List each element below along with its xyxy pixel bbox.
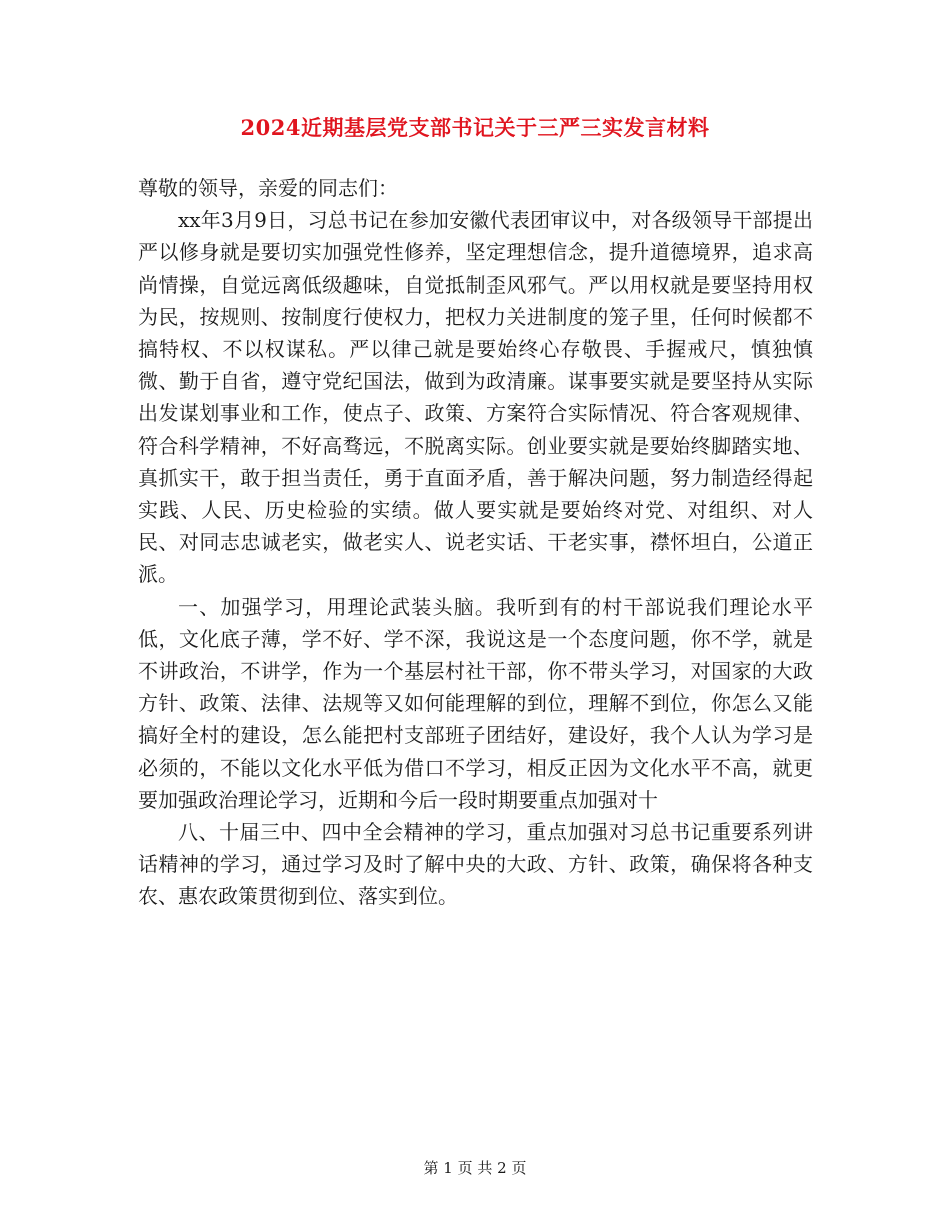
- paragraph: xx年3月9日，习总书记在参加安徽代表团审议中，对各级领导干部提出严以修身就是要切实加强党性修养，坚定理想信念，提升道德境界，追求高尚情操，自觉远离低级趣味，自觉抵制歪风邪气。严以用权就是要坚持用权为民，按规则、按制度行使权力，把权力关进制度的笼子里，任何时候都不搞特权、不以权谋私。严以律己就是要始终心存敬畏、手握戒尺，慎独慎微、勤于自省，遵守党纪国法，做到为政清廉。谋事要实就是要坚持从实际出发谋划事业和工作，使点子、政策、方案符合实际情况、符合客观规律、符合科学精神，不好高骛远，不脱离实际。创业要实就是要始终脚踏实地、真抓实干，敢于担当责任，勇于直面矛盾，善于解决问题，努力制造经得起实践、人民、历史检验的实绩。做人要实就是要始终对党、对组织、对人民、对同志忠诚老实，做老实人、说老实话、干老实事，襟怀坦白，公道正派。: [138, 208, 813, 587]
- page-title: 2024近期基层党支部书记关于三严三实发言材料: [240, 115, 710, 140]
- salutation: 尊敬的领导，亲爱的同志们：: [138, 176, 398, 200]
- page-number-footer: 第 1 页 共 2 页: [423, 1159, 527, 1177]
- paragraph: 八、十届三中、四中全会精神的学习，重点加强对习总书记重要系列讲话精神的学习，通过学习及时了解中央的大政、方针、政策，确保将各种支农、惠农政策贯彻到位、落实到位。: [138, 820, 813, 909]
- paragraph: 一、加强学习，用理论武装头脑。我听到有的村干部说我们理论水平低，文化底子薄，学不好、学不深，我说这是一个态度问题，你不学，就是不讲政治，不讲学，作为一个基层村社干部，你不带头学习，对国家的大政方针、政策、法律、法规等又如何能理解的到位，理解不到位，你怎么又能搞好全村的建设，怎么能把村支部班子团结好，建设好，我个人认为学习是必须的，不能以文化水平低为借口不学习，相反正因为文化水平不高，就更要加强政治理论学习，近期和今后一段时期要重点加强对十: [138, 594, 813, 812]
- document-body: [138, 172, 813, 913]
